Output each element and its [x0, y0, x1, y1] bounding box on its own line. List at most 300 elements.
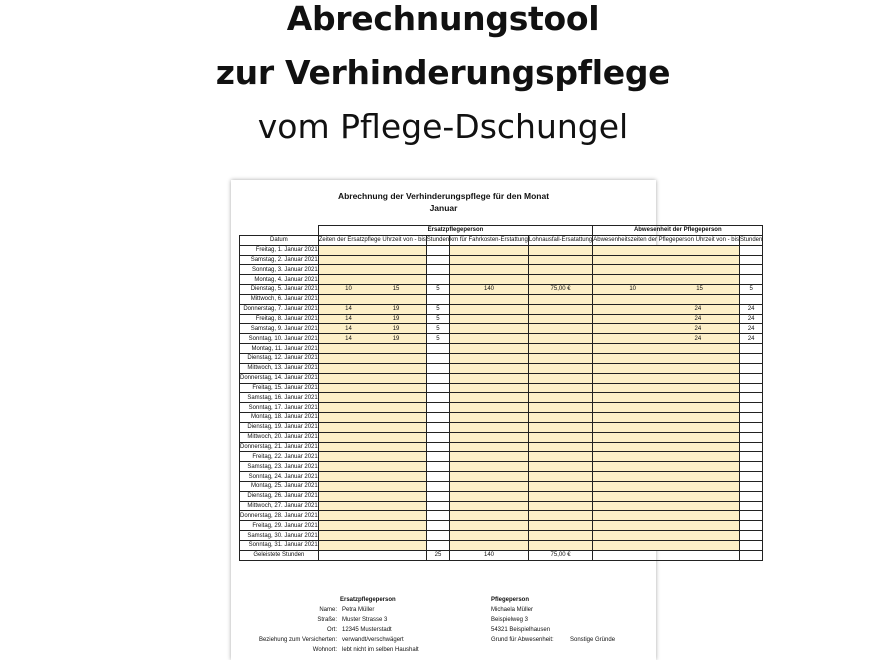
km-cell	[450, 491, 529, 501]
time-cell-bis: 19	[392, 325, 400, 332]
absence-time-cell	[593, 491, 740, 501]
wage-cell	[528, 314, 592, 324]
km-cell	[450, 531, 529, 541]
absence-time-cell	[593, 324, 740, 334]
table-row	[240, 432, 763, 442]
absence-time-cell	[593, 245, 740, 255]
time-cell	[318, 393, 426, 403]
time-cell-bis: 19	[392, 316, 400, 323]
wage-cell	[528, 363, 592, 373]
footer-label: Wohnort:	[312, 647, 337, 653]
totals-hours: 25	[426, 550, 449, 560]
wage-cell	[528, 304, 592, 314]
time-cell	[318, 491, 426, 501]
time-cell	[318, 373, 426, 383]
km-cell	[450, 452, 529, 462]
km-cell	[450, 255, 529, 265]
absence-hours-cell	[739, 442, 762, 452]
table-row	[240, 245, 763, 255]
hours-cell: 5	[426, 304, 449, 314]
totals-row	[240, 550, 763, 560]
absence-hours-cell: 24	[739, 304, 762, 314]
absence-time-cell	[593, 462, 740, 472]
table-row	[240, 334, 763, 344]
km-cell	[450, 353, 529, 363]
absence-hours-cell	[739, 472, 762, 482]
time-cell	[318, 413, 426, 423]
table-row	[240, 521, 763, 531]
time-cell	[318, 511, 426, 521]
table-row	[240, 353, 763, 363]
absence-hours-cell	[739, 462, 762, 472]
km-cell	[450, 462, 529, 472]
sheet-title: Abrechnung der Verhinderungspflege für den Monat	[337, 191, 550, 201]
time-cell	[318, 265, 426, 275]
absence-time-cell	[593, 442, 740, 452]
table-row	[240, 344, 763, 354]
absence-time-cell	[593, 265, 740, 275]
hours-cell: 5	[426, 285, 449, 295]
date-cell: Freitag, 29. Januar 2021	[240, 521, 319, 531]
table-row	[240, 541, 763, 551]
km-cell	[450, 334, 529, 344]
date-cell: Donnerstag, 14. Januar 2021	[240, 375, 318, 382]
absence-hours-cell	[739, 452, 762, 462]
footer-label: Name:	[319, 607, 337, 613]
table-row	[240, 413, 763, 423]
footer-label: Beziehung zum Versicherten:	[258, 637, 337, 643]
date-cell: Donnerstag, 28. Januar 2021	[240, 512, 318, 519]
time-cell	[318, 314, 426, 324]
time-cell	[318, 472, 426, 482]
blank-cell	[240, 226, 319, 236]
hours-cell	[426, 403, 449, 413]
header-lohn: Lohnausfall-Ersatattung	[528, 237, 593, 244]
hours-cell	[426, 255, 449, 265]
absence-time-cell	[593, 373, 740, 383]
absence-hours-cell: 5	[739, 285, 762, 295]
absence-time-cell	[593, 541, 740, 551]
km-cell	[450, 373, 529, 383]
absence-time-cell	[593, 452, 740, 462]
footer-left-value: 12345 Musterstadt	[342, 627, 392, 633]
time-cell	[318, 255, 426, 265]
date-cell: Samstag, 23. Januar 2021	[240, 462, 319, 472]
absence-time-cell-bis: 24	[694, 325, 702, 332]
km-cell	[450, 383, 529, 393]
date-cell: Freitag, 1. Januar 2021	[240, 245, 319, 255]
absence-hours-cell	[739, 363, 762, 373]
hours-cell	[426, 491, 449, 501]
hours-cell	[426, 462, 449, 472]
km-cell	[450, 501, 529, 511]
km-cell	[450, 442, 529, 452]
totals-absence-time-cell	[593, 550, 740, 560]
wage-cell	[528, 265, 592, 275]
absence-time-cell	[593, 314, 740, 324]
wage-cell	[528, 353, 592, 363]
time-cell	[318, 275, 426, 285]
time-cell	[318, 422, 426, 432]
table-row	[240, 383, 763, 393]
km-cell: 140	[450, 285, 529, 295]
table-row	[240, 481, 763, 491]
time-cell	[318, 383, 426, 393]
group-abwesenheit: Abwesenheit der Pflegeperson	[593, 226, 763, 236]
wage-cell	[528, 383, 592, 393]
footer-label: Straße:	[317, 617, 337, 623]
absence-time-cell	[593, 353, 740, 363]
km-cell	[450, 304, 529, 314]
wage-cell	[528, 294, 592, 304]
table-row	[240, 304, 763, 314]
time-cell-von: 14	[345, 325, 352, 332]
absence-hours-cell: 24	[739, 314, 762, 324]
wage-cell	[528, 462, 592, 472]
date-cell: Sonntag, 17. Januar 2021	[240, 403, 319, 413]
wage-cell	[528, 275, 592, 285]
km-cell	[450, 541, 529, 551]
absence-time-cell	[593, 481, 740, 491]
absence-time-cell	[593, 363, 740, 373]
hours-cell	[426, 383, 449, 393]
absence-hours-cell	[739, 393, 762, 403]
hours-cell	[426, 432, 449, 442]
date-cell: Samstag, 2. Januar 2021	[240, 255, 319, 265]
table-row	[240, 363, 763, 373]
table-row	[240, 472, 763, 482]
km-cell	[450, 393, 529, 403]
wage-cell	[528, 531, 592, 541]
wage-cell	[528, 245, 592, 255]
footer-right-value: Michaela Müller	[491, 607, 534, 613]
absence-hours-cell	[739, 521, 762, 531]
absence-time-cell-bis: 24	[694, 306, 702, 313]
absence-hours-cell	[739, 432, 762, 442]
time-cell	[318, 344, 426, 354]
hours-cell	[426, 452, 449, 462]
date-cell: Mittwoch, 6. Januar 2021	[240, 294, 319, 304]
absence-hours-cell	[739, 413, 762, 423]
date-cell: Dienstag, 12. Januar 2021	[240, 353, 319, 363]
heading-line-3: vom Pflege-Dschungel	[257, 107, 629, 146]
absence-hours-cell	[739, 491, 762, 501]
footer-right-values	[491, 605, 550, 635]
absence-hours-cell	[739, 481, 762, 491]
time-cell	[318, 501, 426, 511]
time-cell	[318, 245, 426, 255]
totals-label: Geleistete Stunden	[240, 550, 319, 560]
table-row	[240, 452, 763, 462]
km-cell	[450, 413, 529, 423]
footer-right-heading: Pflegeperson	[491, 597, 530, 603]
totals-time-cell	[318, 550, 426, 560]
date-cell: Montag, 4. Januar 2021	[240, 275, 319, 285]
header-abwesenheit-stunden: Stunden	[739, 237, 763, 244]
heading-line-1: Abrechnungstool	[286, 0, 600, 38]
footer-labels	[231, 605, 337, 655]
date-cell: Freitag, 15. Januar 2021	[240, 383, 319, 393]
group-ersatzpflegeperson: Ersatzpflegeperson	[318, 226, 593, 236]
wage-cell	[528, 521, 592, 531]
km-cell	[450, 403, 529, 413]
hours-cell	[426, 393, 449, 403]
table-row	[240, 285, 763, 295]
absence-time-cell	[593, 393, 740, 403]
absence-time-cell	[593, 285, 740, 295]
totals-absence-hours-cell	[739, 550, 762, 560]
date-cell: Dienstag, 19. Januar 2021	[240, 422, 319, 432]
sheet-month: Januar	[429, 203, 458, 213]
table-row	[240, 491, 763, 501]
absence-hours-cell	[739, 275, 762, 285]
footer-left-value: lebt nicht im selben Haushalt	[342, 647, 419, 653]
absence-time-cell	[593, 344, 740, 354]
time-cell-bis: 15	[392, 286, 400, 293]
wage-cell	[528, 373, 592, 383]
hours-cell	[426, 344, 449, 354]
wage-cell	[528, 413, 592, 423]
absence-hours-cell	[739, 511, 762, 521]
date-cell: Freitag, 22. Januar 2021	[240, 452, 319, 462]
date-cell: Mittwoch, 13. Januar 2021	[240, 363, 319, 373]
km-cell	[450, 472, 529, 482]
table-row	[240, 501, 763, 511]
absence-hours-cell	[739, 294, 762, 304]
billing-table	[239, 225, 763, 561]
table-row	[240, 442, 763, 452]
header-km: km für Fahrkosten-Erstattung	[450, 237, 528, 244]
absence-time-cell	[593, 294, 740, 304]
column-header-row	[240, 235, 763, 245]
date-cell: Dienstag, 5. Januar 2021	[240, 285, 319, 295]
time-cell	[318, 304, 426, 314]
absence-time-cell	[593, 511, 740, 521]
wage-cell	[528, 334, 592, 344]
wage-cell	[528, 472, 592, 482]
footer-label: Ort:	[327, 627, 337, 633]
time-cell-bis: 19	[392, 306, 400, 313]
hours-cell	[426, 245, 449, 255]
date-cell: Sonntag, 31. Januar 2021	[240, 541, 319, 551]
footer-grund-label: Grund für Abwesenheit:	[491, 637, 554, 643]
absence-time-cell-von: 10	[629, 286, 637, 293]
wage-cell	[528, 393, 592, 403]
absence-time-cell	[593, 334, 740, 344]
hours-cell	[426, 541, 449, 551]
date-cell: Montag, 11. Januar 2021	[240, 344, 319, 354]
date-cell: Donnerstag, 21. Januar 2021	[240, 443, 318, 450]
time-cell	[318, 531, 426, 541]
footer-right-value: 54321 Beispielhausen	[491, 627, 551, 633]
date-cell: Sonntag, 3. Januar 2021	[240, 265, 319, 275]
date-cell: Donnerstag, 7. Januar 2021	[240, 304, 319, 314]
absence-time-cell	[593, 304, 740, 314]
date-cell: Samstag, 9. Januar 2021	[240, 324, 319, 334]
wage-cell	[528, 255, 592, 265]
km-cell	[450, 314, 529, 324]
hours-cell	[426, 511, 449, 521]
km-cell	[450, 294, 529, 304]
date-cell: Freitag, 8. Januar 2021	[240, 314, 319, 324]
header-zeiten: Zeiten der Ersatzpflege Uhrzeit von - bis	[318, 237, 426, 244]
absence-time-cell	[593, 255, 740, 265]
date-cell: Sonntag, 10. Januar 2021	[240, 334, 319, 344]
table-row	[240, 531, 763, 541]
footer-left-heading: Ersatzpflegeperson	[340, 597, 396, 603]
date-cell: Samstag, 16. Januar 2021	[240, 393, 319, 403]
footer-left-values	[342, 605, 419, 655]
wage-cell	[528, 432, 592, 442]
km-cell	[450, 275, 529, 285]
totals-wage: 75,00 €	[528, 550, 592, 560]
wage-cell: 75,00 €	[528, 285, 592, 295]
absence-time-cell-bis: 15	[696, 286, 703, 293]
time-cell	[318, 452, 426, 462]
absence-hours-cell: 24	[739, 324, 762, 334]
hours-cell	[426, 501, 449, 511]
table-row	[240, 511, 763, 521]
hours-cell: 5	[426, 324, 449, 334]
footer-left-value: Petra Müller	[342, 607, 375, 613]
absence-time-cell-bis: 24	[694, 316, 702, 323]
hours-cell	[426, 294, 449, 304]
km-cell	[450, 521, 529, 531]
table-row	[240, 294, 763, 304]
footer-left-value: verwandt/verschwägert	[342, 637, 404, 643]
hours-cell	[426, 422, 449, 432]
km-cell	[450, 344, 529, 354]
hours-cell	[426, 265, 449, 275]
wage-cell	[528, 452, 592, 462]
hours-cell: 5	[426, 334, 449, 344]
hours-cell	[426, 373, 449, 383]
absence-time-cell-bis: 24	[694, 335, 702, 342]
time-cell	[318, 432, 426, 442]
hours-cell	[426, 531, 449, 541]
time-cell-bis: 19	[392, 335, 400, 342]
header-datum: Datum	[240, 235, 319, 245]
km-cell	[450, 363, 529, 373]
table-row	[240, 255, 763, 265]
absence-hours-cell	[739, 344, 762, 354]
km-cell	[450, 511, 529, 521]
wage-cell	[528, 541, 592, 551]
footer-left-value: Muster Strasse 3	[342, 617, 388, 623]
wage-cell	[528, 422, 592, 432]
totals-km: 140	[450, 550, 529, 560]
absence-hours-cell	[739, 501, 762, 511]
time-cell	[318, 481, 426, 491]
time-cell	[318, 442, 426, 452]
absence-hours-cell	[739, 255, 762, 265]
table-row	[240, 403, 763, 413]
time-cell	[318, 363, 426, 373]
absence-hours-cell	[739, 245, 762, 255]
date-cell: Mittwoch, 20. Januar 2021	[240, 432, 319, 442]
time-cell-von: 14	[345, 316, 352, 323]
group-header-row	[240, 226, 763, 236]
date-cell: Montag, 18. Januar 2021	[240, 413, 319, 423]
table-row	[240, 324, 763, 334]
wage-cell	[528, 491, 592, 501]
hours-cell	[426, 275, 449, 285]
hours-cell	[426, 363, 449, 373]
km-cell	[450, 324, 529, 334]
header-abwesenheit-zeiten: Abwesenheitszeiten der Pflegeperson Uhrzeit von - bis	[593, 237, 739, 244]
absence-hours-cell: 24	[739, 334, 762, 344]
header-stunden: Stunden	[426, 237, 450, 244]
absence-time-cell	[593, 275, 740, 285]
absence-hours-cell	[739, 373, 762, 383]
table-row	[240, 265, 763, 275]
absence-time-cell	[593, 432, 740, 442]
wage-cell	[528, 442, 592, 452]
km-cell	[450, 432, 529, 442]
hours-cell	[426, 442, 449, 452]
hours-cell	[426, 472, 449, 482]
absence-time-cell	[593, 403, 740, 413]
time-cell	[318, 324, 426, 334]
wage-cell	[528, 501, 592, 511]
absence-time-cell	[593, 413, 740, 423]
time-cell	[318, 521, 426, 531]
table-row	[240, 393, 763, 403]
hours-cell: 5	[426, 314, 449, 324]
km-cell	[450, 422, 529, 432]
table-row	[240, 422, 763, 432]
time-cell-von: 14	[345, 335, 352, 342]
absence-hours-cell	[739, 541, 762, 551]
wage-cell	[528, 344, 592, 354]
table-row	[240, 462, 763, 472]
km-cell	[450, 265, 529, 275]
absence-time-cell	[593, 501, 740, 511]
spreadsheet-preview	[231, 180, 763, 660]
date-cell: Montag, 25. Januar 2021	[240, 481, 319, 491]
absence-hours-cell	[739, 265, 762, 275]
footer-right-value: Beispielweg 3	[491, 617, 529, 623]
absence-time-cell	[593, 383, 740, 393]
time-cell	[318, 403, 426, 413]
absence-hours-cell	[739, 403, 762, 413]
time-cell	[318, 334, 426, 344]
wage-cell	[528, 481, 592, 491]
wage-cell	[528, 403, 592, 413]
wage-cell	[528, 511, 592, 521]
table-row	[240, 373, 763, 383]
table-row	[240, 314, 763, 324]
time-cell	[318, 294, 426, 304]
footer-grund-value: Sonstige Gründe	[570, 637, 616, 643]
date-cell: Sonntag, 24. Januar 2021	[240, 472, 319, 482]
absence-hours-cell	[739, 531, 762, 541]
absence-hours-cell	[739, 422, 762, 432]
absence-time-cell	[593, 531, 740, 541]
km-cell	[450, 481, 529, 491]
heading-line-2: zur Verhinderungspflege	[215, 53, 671, 92]
hours-cell	[426, 521, 449, 531]
absence-hours-cell	[739, 383, 762, 393]
hours-cell	[426, 481, 449, 491]
time-cell-von: 10	[345, 286, 352, 293]
absence-time-cell	[593, 422, 740, 432]
absence-hours-cell	[739, 353, 762, 363]
time-cell	[318, 353, 426, 363]
date-cell: Dienstag, 26. Januar 2021	[240, 491, 319, 501]
date-cell: Samstag, 30. Januar 2021	[240, 531, 319, 541]
wage-cell	[528, 324, 592, 334]
